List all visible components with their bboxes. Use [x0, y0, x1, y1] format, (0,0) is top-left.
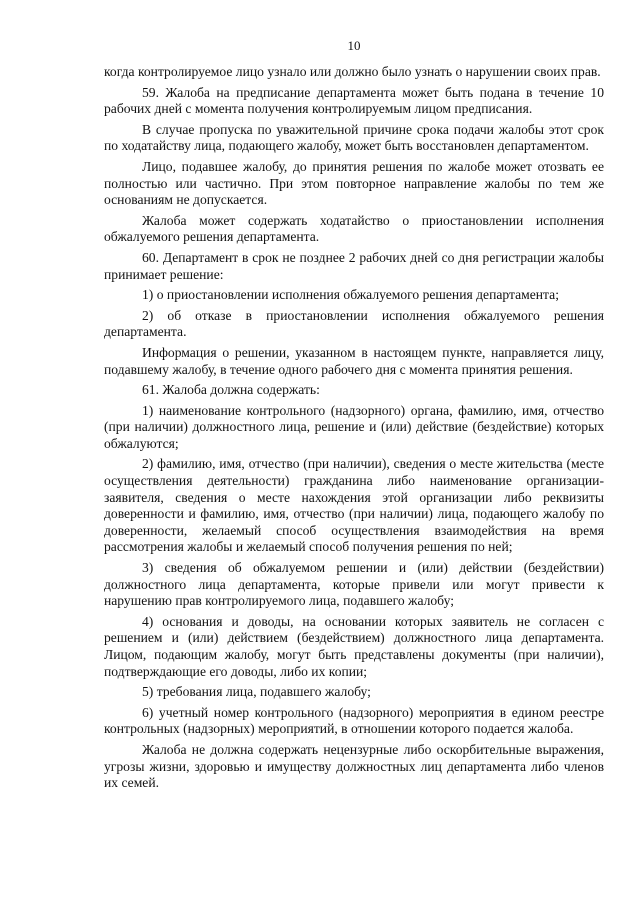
list-item: 4) основания и доводы, на основании которых заявитель не согласен с решением и (или) действием (бездействием) должностного лица департамента. Лицом, подающим жалобу, могут быть представлены документы (при наличии), подтверждающие его доводы, либо их копии; [104, 613, 604, 679]
paragraph: Лицо, подавшее жалобу, до принятия решения по жалобе может отозвать ее полностью или частично. При этом повторное направление жалобы по тем же основаниям не допускается. [104, 158, 604, 208]
list-item: 1) о приостановлении исполнения обжалуемого решения департамента; [142, 287, 559, 303]
list-item: 2) фамилию, имя, отчество (при наличии), сведения о месте жительства (месте осуществления деятельности) гражданина либо наименование организации-заявителя, сведения о месте нахождения этой организации либо реквизиты доверенности и фамилию, имя, отчество (при наличии) лица, подающего жалобу по доверенности, желаемый способ осуществления взаимодействия на время рассмотрения жалобы и желаемый способ получения решения по ней; [104, 456, 604, 555]
paragraph: 61. Жалоба должна содержать: [142, 382, 320, 398]
list-item: 5) требования лица, подавшего жалобу; [142, 684, 371, 700]
page-number: 10 [347, 38, 361, 53]
paragraph: Информация о решении, указанном в настоящем пункте, направляется лицу, подавшему жалобу, в течение одного рабочего дня с момента принятия решения. [104, 344, 604, 377]
paragraph: 60. Департамент в срок не позднее 2 рабочих дней со дня регистрации жалобы принимает решение: [104, 249, 604, 282]
list-item: 1) наименование контрольного (надзорного) органа, фамилию, имя, отчество (при наличии) должностного лица, решение и (или) действие (бездействие) которых обжалуются; [104, 402, 604, 451]
list-item: 2) об отказе в приостановлении исполнения обжалуемого решения департамента. [104, 307, 604, 340]
list-item: 6) учетный номер контрольного (надзорного) мероприятия в едином реестре контрольных (надзорных) мероприятий, в отношении которого подается жалоба. [104, 704, 604, 737]
paragraph: Жалоба может содержать ходатайство о приостановлении исполнения обжалуемого решения департамента. [104, 212, 604, 245]
paragraph: 59. Жалоба на предписание департамента может быть подана в течение 10 рабочих дней с момента получения контролируемым лицом предписания. [104, 84, 604, 117]
list-item: 3) сведения об обжалуемом решении и (или) действии (бездействии) должностного лица департамента, которые привели или могут привести к нарушению прав контролируемого лица, подавшего жалобу; [104, 560, 604, 609]
paragraph: когда контролируемое лицо узнало или должно было узнать о нарушении своих прав. [104, 64, 601, 79]
paragraph: Жалоба не должна содержать нецензурные либо оскорбительные выражения, угрозы жизни, здоровью и имуществу должностных лиц департамента либо членов их семей. [104, 741, 604, 791]
paragraph: В случае пропуска по уважительной причине срока подачи жалобы этот срок по ходатайству лица, подающего жалобу, может быть восстановлен департаментом. [104, 121, 604, 154]
